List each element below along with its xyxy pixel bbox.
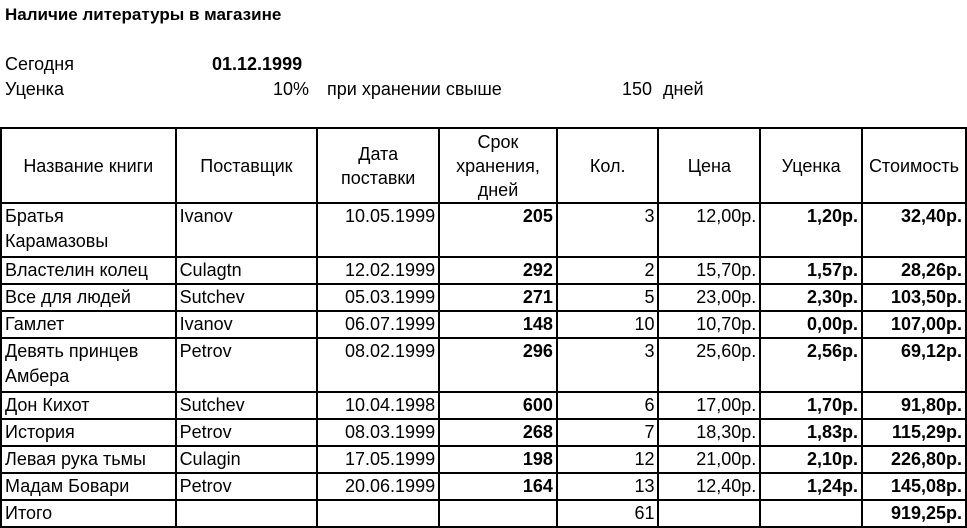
total-empty-cell xyxy=(439,500,557,527)
header-supplier: Поставщик xyxy=(176,128,318,203)
table-row xyxy=(1,284,966,311)
cell-discount: 1,57р. xyxy=(760,257,862,284)
table-row xyxy=(1,203,966,257)
cell-supplier: Culagtn xyxy=(176,257,318,284)
cell-book-title: Братья Карамазовы xyxy=(1,203,176,257)
cell-discount: 2,56р. xyxy=(760,338,862,392)
markdown-days-unit: дней xyxy=(663,79,704,99)
cell-price: 12,00р. xyxy=(658,203,760,257)
cell-price: 12,40р. xyxy=(658,473,760,500)
cell-delivery-date: 17.05.1999 xyxy=(317,446,439,473)
table-row xyxy=(1,311,966,338)
cell-storage-days: 292 xyxy=(439,257,557,284)
table-row xyxy=(1,419,966,446)
cell-cost: 103,50р. xyxy=(862,284,966,311)
cell-discount: 1,20р. xyxy=(760,203,862,257)
books-table xyxy=(0,127,967,528)
table-row xyxy=(1,392,966,419)
header-delivery-date: Дата поставки xyxy=(317,128,439,203)
cell-book-title: Гамлет xyxy=(1,311,176,338)
cell-book-title: Мадам Бовари xyxy=(1,473,176,500)
cell-price: 17,00р. xyxy=(658,392,760,419)
total-label: Итого xyxy=(1,500,176,527)
header-storage-days: Срок хранения, дней xyxy=(439,128,557,203)
cell-storage-days: 268 xyxy=(439,419,557,446)
today-value: 01.12.1999 xyxy=(212,54,303,74)
table-header-row xyxy=(1,128,966,203)
cell-cost: 145,08р. xyxy=(862,473,966,500)
total-quantity: 61 xyxy=(557,500,659,527)
cell-cost: 69,12р. xyxy=(862,338,966,392)
cell-quantity: 3 xyxy=(557,203,659,257)
cell-discount: 1,70р. xyxy=(760,392,862,419)
cell-price: 21,00р. xyxy=(658,446,760,473)
cell-book-title: Дон Кихот xyxy=(1,392,176,419)
cell-cost: 91,80р. xyxy=(862,392,966,419)
table-row xyxy=(1,473,966,500)
cell-quantity: 3 xyxy=(557,338,659,392)
cell-price: 18,30р. xyxy=(658,419,760,446)
cell-price: 10,70р. xyxy=(658,311,760,338)
cell-storage-days: 600 xyxy=(439,392,557,419)
cell-quantity: 5 xyxy=(557,284,659,311)
cell-cost: 32,40р. xyxy=(862,203,966,257)
cell-delivery-date: 08.02.1999 xyxy=(317,338,439,392)
cell-supplier: Sutchev xyxy=(176,392,318,419)
cell-supplier: Sutchev xyxy=(176,284,318,311)
cell-discount: 2,30р. xyxy=(760,284,862,311)
cell-cost: 107,00р. xyxy=(862,311,966,338)
cell-storage-days: 205 xyxy=(439,203,557,257)
cell-delivery-date: 06.07.1999 xyxy=(317,311,439,338)
cell-delivery-date: 05.03.1999 xyxy=(317,284,439,311)
cell-delivery-date: 10.04.1998 xyxy=(317,392,439,419)
cell-quantity: 13 xyxy=(557,473,659,500)
header-price: Цена xyxy=(658,128,760,203)
table-total-row xyxy=(1,500,966,527)
cell-supplier: Petrov xyxy=(176,338,318,392)
header-quantity: Кол. xyxy=(557,128,659,203)
markdown-condition-text: при хранении свыше xyxy=(327,79,502,99)
cell-storage-days: 148 xyxy=(439,311,557,338)
table-row xyxy=(1,338,966,392)
cell-quantity: 12 xyxy=(557,446,659,473)
cell-quantity: 7 xyxy=(557,419,659,446)
markdown-days-threshold: 150 xyxy=(622,79,653,99)
cell-price: 25,60р. xyxy=(658,338,760,392)
cell-storage-days: 198 xyxy=(439,446,557,473)
cell-book-title: Властелин колец xyxy=(1,257,176,284)
header-book-title: Название книги xyxy=(1,128,176,203)
page-title: Наличие литературы в магазине xyxy=(5,5,282,24)
cell-discount: 2,10р. xyxy=(760,446,862,473)
cell-book-title: История xyxy=(1,419,176,446)
table-row xyxy=(1,446,966,473)
cell-supplier: Culagin xyxy=(176,446,318,473)
cell-discount: 0,00р. xyxy=(760,311,862,338)
today-label: Сегодня xyxy=(5,54,74,74)
cell-storage-days: 271 xyxy=(439,284,557,311)
cell-cost: 115,29р. xyxy=(862,419,966,446)
total-empty-cell xyxy=(760,500,862,527)
cell-delivery-date: 10.05.1999 xyxy=(317,203,439,257)
cell-discount: 1,24р. xyxy=(760,473,862,500)
cell-book-title: Левая рука тьмы xyxy=(1,446,176,473)
cell-supplier: Ivanov xyxy=(176,311,318,338)
total-empty-cell xyxy=(317,500,439,527)
cell-delivery-date: 12.02.1999 xyxy=(317,257,439,284)
markdown-label: Уценка xyxy=(5,79,64,99)
cell-cost: 226,80р. xyxy=(862,446,966,473)
total-empty-cell xyxy=(176,500,318,527)
cell-storage-days: 296 xyxy=(439,338,557,392)
header-discount: Уценка xyxy=(760,128,862,203)
cell-supplier: Petrov xyxy=(176,419,318,446)
cell-quantity: 10 xyxy=(557,311,659,338)
cell-price: 23,00р. xyxy=(658,284,760,311)
cell-cost: 28,26р. xyxy=(862,257,966,284)
cell-price: 15,70р. xyxy=(658,257,760,284)
cell-book-title: Девять принцев Амбера xyxy=(1,338,176,392)
cell-supplier: Ivanov xyxy=(176,203,318,257)
cell-discount: 1,83р. xyxy=(760,419,862,446)
table-row xyxy=(1,257,966,284)
cell-quantity: 2 xyxy=(557,257,659,284)
cell-quantity: 6 xyxy=(557,392,659,419)
cell-supplier: Petrov xyxy=(176,473,318,500)
header-cost: Стоимость xyxy=(862,128,966,203)
cell-delivery-date: 20.06.1999 xyxy=(317,473,439,500)
cell-delivery-date: 08.03.1999 xyxy=(317,419,439,446)
cell-book-title: Все для людей xyxy=(1,284,176,311)
total-empty-cell xyxy=(658,500,760,527)
cell-storage-days: 164 xyxy=(439,473,557,500)
total-cost: 919,25р. xyxy=(862,500,966,527)
markdown-percent: 10% xyxy=(273,79,310,99)
